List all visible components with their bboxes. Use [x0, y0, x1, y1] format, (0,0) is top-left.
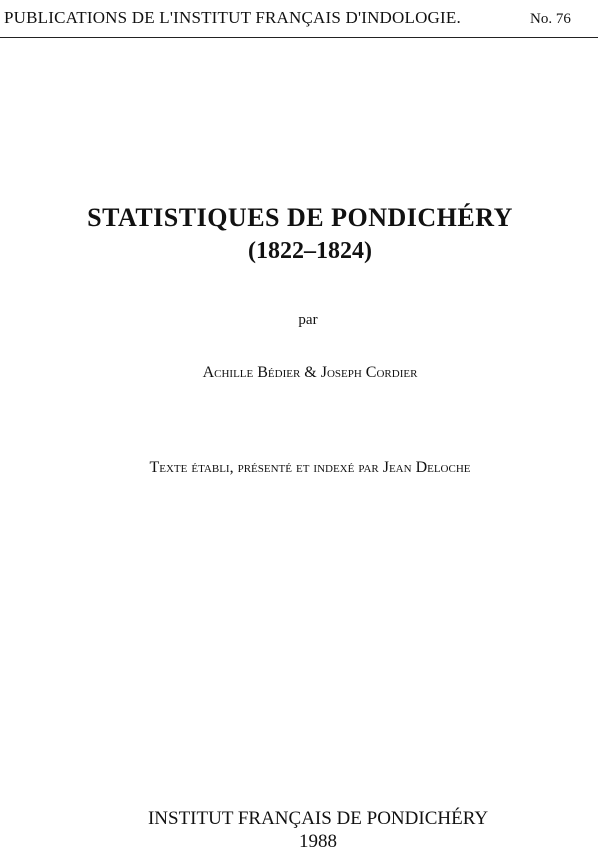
publisher: INSTITUT FRANÇAIS DE PONDICHÉRY: [147, 808, 489, 829]
book-title-dates: (1822–1824): [248, 238, 372, 264]
byline-par: par: [298, 312, 318, 328]
editor-credit: Texte établi, présenté et indexé par Jean Deloche: [149, 459, 471, 476]
publication-year: 1988: [299, 831, 337, 852]
series-title: PUBLICATIONS DE L'INSTITUT FRANÇAIS D'INDOLOGIE.: [4, 8, 461, 27]
header-divider: [0, 37, 598, 38]
book-title: STATISTIQUES DE PONDICHÉRY: [87, 203, 513, 232]
series-number: No. 76: [530, 11, 571, 27]
authors: Achille Bédier & Joseph Cordier: [202, 364, 418, 381]
series-header: [0, 0, 600, 40]
